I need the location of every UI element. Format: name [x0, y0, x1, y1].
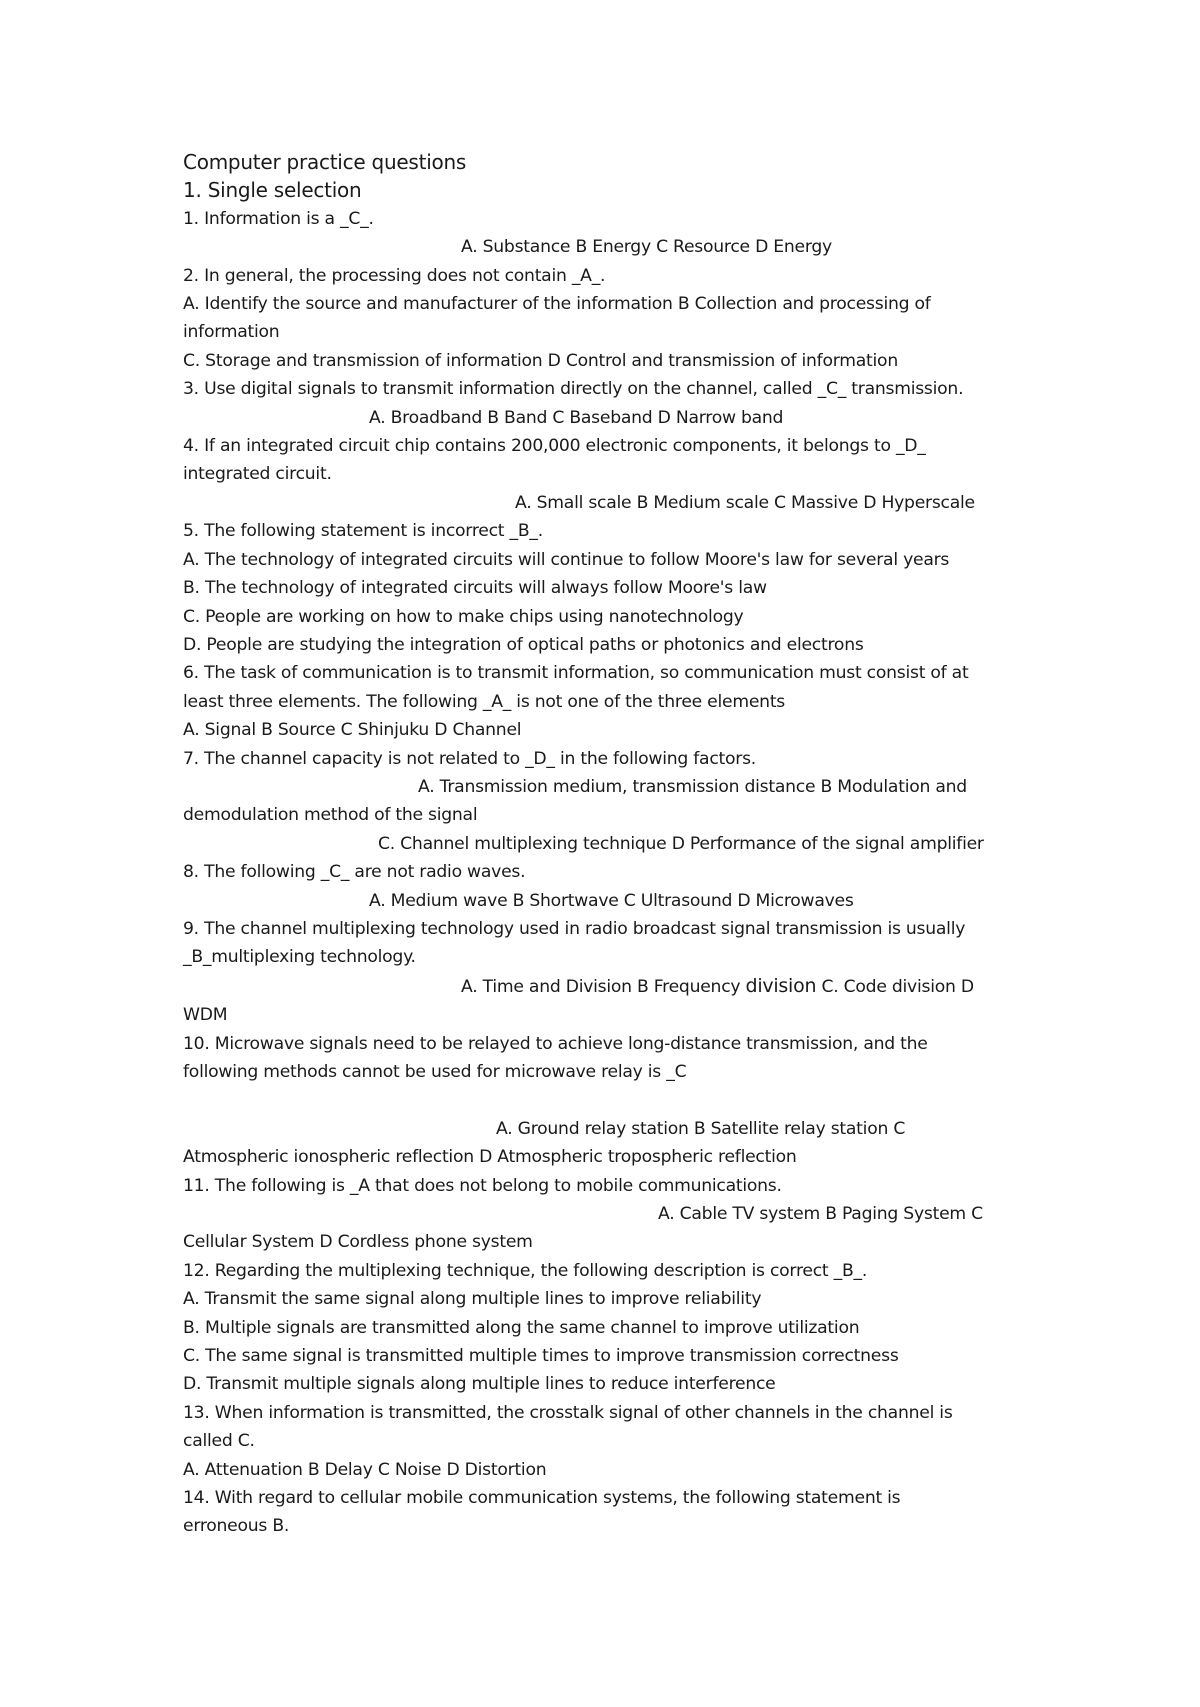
- question-10: 10. Microwave signals need to be relayed to achieve long-distance transmission, and the: [183, 1033, 928, 1054]
- question-9-options-emph: division: [745, 974, 817, 997]
- question-6: 6. The task of communication is to transmit information, so communication must consist of at: [183, 663, 969, 684]
- question-5-option-b: B. The technology of integrated circuits will always follow Moore's law: [183, 578, 767, 599]
- section-heading: 1. Single selection: [183, 178, 362, 203]
- question-12: 12. Regarding the multiplexing technique, the following description is correct _B_.: [183, 1260, 868, 1281]
- question-8: 8. The following _C_ are not radio waves.: [183, 862, 526, 883]
- question-8-options: A. Medium wave B Shortwave C Ultrasound D Microwaves: [369, 890, 854, 911]
- question-12-option-a: A. Transmit the same signal along multiple lines to improve reliability: [183, 1289, 762, 1310]
- question-3: 3. Use digital signals to transmit information directly on the channel, called _C_ transmission.: [183, 379, 964, 400]
- question-7-option-c: C. Channel multiplexing technique D Performance of the signal amplifier: [378, 833, 984, 854]
- question-2-option-c: C. Storage and transmission of information D Control and transmission of information: [183, 350, 898, 371]
- question-4-cont: integrated circuit.: [183, 464, 332, 485]
- blank-line: [183, 1086, 1063, 1114]
- question-12-option-d: D. Transmit multiple signals along multiple lines to reduce interference: [183, 1374, 776, 1395]
- question-10-cont: following methods cannot be used for microwave relay is _C: [183, 1062, 687, 1082]
- question-9-options: [183, 972, 1063, 1001]
- question-11: 11. The following is _A that does not belong to mobile communications.: [183, 1175, 782, 1196]
- question-2: 2. In general, the processing does not contain _A_.: [183, 265, 606, 286]
- question-9-options-pre: A. Time and Division B Frequency: [461, 976, 746, 997]
- question-2-option-a-cont: information: [183, 322, 280, 343]
- question-9: 9. The channel multiplexing technology used in radio broadcast signal transmission is usually: [183, 918, 966, 939]
- question-10-options: A. Ground relay station B Satellite relay station C: [496, 1118, 906, 1139]
- question-14: 14. With regard to cellular mobile communication systems, the following statement is: [183, 1488, 901, 1509]
- question-7-option-a: A. Transmission medium, transmission distance B Modulation and: [418, 776, 967, 797]
- question-13-options: A. Attenuation B Delay C Noise D Distortion: [183, 1459, 547, 1480]
- question-1-options: A. Substance B Energy C Resource D Energy: [461, 237, 832, 258]
- question-14-cont: erroneous B.: [183, 1516, 290, 1537]
- question-9-cont: _B_multiplexing technology.: [183, 947, 416, 968]
- question-4: 4. If an integrated circuit chip contains 200,000 electronic components, it belongs to _D_: [183, 436, 926, 457]
- question-5-option-c: C. People are working on how to make chips using nanotechnology: [183, 606, 744, 627]
- question-11-options: A. Cable TV system B Paging System C: [658, 1204, 983, 1225]
- question-9-options-post: C. Code division D: [816, 976, 974, 997]
- question-12-option-b: B. Multiple signals are transmitted along the same channel to improve utilization: [183, 1317, 860, 1338]
- question-9-options-cont: WDM: [183, 1005, 228, 1026]
- question-2-option-a: A. Identify the source and manufacturer of the information B Collection and processing of: [183, 294, 931, 315]
- question-1: 1. Information is a _C_.: [183, 208, 374, 229]
- question-5-option-a: A. The technology of integrated circuits will continue to follow Moore's law for several years: [183, 549, 950, 570]
- question-7: 7. The channel capacity is not related to _D_ in the following factors.: [183, 748, 757, 769]
- question-10-options-cont: Atmospheric ionospheric reflection D Atmospheric tropospheric reflection: [183, 1147, 797, 1168]
- question-12-option-c: C. The same signal is transmitted multiple times to improve transmission correctness: [183, 1346, 899, 1367]
- question-6-options: A. Signal B Source C Shinjuku D Channel: [183, 720, 522, 741]
- question-5: 5. The following statement is incorrect _B_.: [183, 521, 543, 542]
- question-13: 13. When information is transmitted, the crosstalk signal of other channels in the channel is: [183, 1402, 953, 1423]
- question-5-option-d: D. People are studying the integration of optical paths or photonics and electrons: [183, 634, 864, 655]
- document-title: Computer practice questions: [183, 150, 467, 174]
- question-7-option-a-cont: demodulation method of the signal: [183, 805, 478, 826]
- question-11-options-cont: Cellular System D Cordless phone system: [183, 1232, 533, 1253]
- question-3-options: A. Broadband B Band C Baseband D Narrow band: [369, 407, 784, 428]
- question-6-cont: least three elements. The following _A_ is not one of the three elements: [183, 691, 786, 712]
- document-body: [183, 148, 1063, 1541]
- question-13-cont: called C.: [183, 1431, 255, 1452]
- question-4-options: A. Small scale B Medium scale C Massive D Hyperscale: [515, 492, 975, 513]
